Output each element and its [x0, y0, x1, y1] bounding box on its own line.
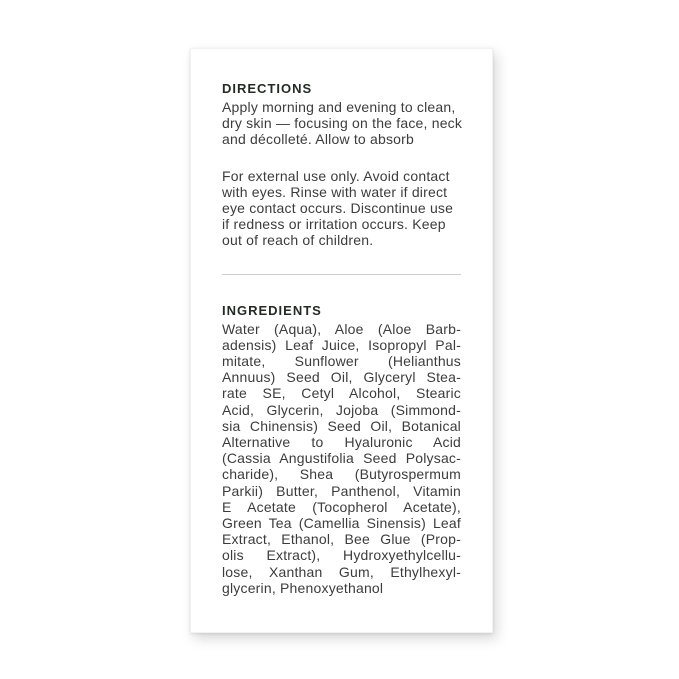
text-line: Acid, Glycerin, Jojoba (Simmond-	[222, 401, 461, 418]
text-line: olis Extract), Hydroxyethylcellu-	[222, 547, 461, 564]
text-line: (Cassia Angustifolia Seed Polysac-	[222, 450, 461, 467]
text-line: glycerin, Phenoxyethanol	[222, 579, 384, 596]
text-line: Annuus) Seed Oil, Glyceryl Stea-	[222, 369, 461, 386]
directions-paragraph-2	[222, 168, 461, 249]
text-line: Parkii) Butter, Panthenol, Vitamin	[222, 482, 461, 499]
text-line: Alternative to Hyaluronic Acid	[222, 434, 461, 451]
ingredients-heading: INGREDIENTS	[222, 302, 322, 318]
text-line: charide), Shea (Butyrospermum	[222, 466, 461, 483]
text-line: E Acetate (Tocopherol Acetate),	[222, 498, 461, 515]
text-line: Water (Aqua), Aloe (Aloe Barb-	[222, 320, 461, 337]
text-line: adensis) Leaf Juice, Isopropyl Pal-	[222, 336, 461, 353]
text-line: with eyes. Rinse with water if direct	[222, 183, 448, 200]
text-line: out of reach of children.	[222, 232, 374, 249]
text-line: Green Tea (Camellia Sinensis) Leaf	[222, 515, 461, 532]
ingredients-text	[222, 321, 461, 596]
text-line: Extract, Ethanol, Bee Glue (Prop-	[222, 531, 461, 548]
text-line: lose, Xanthan Gum, Ethylhexyl-	[222, 563, 461, 580]
section-divider	[222, 274, 461, 275]
directions-heading: DIRECTIONS	[222, 81, 313, 96]
text-line: eye contact occurs. Discontinue use	[222, 200, 454, 217]
text-line: rate SE, Cetyl Alcohol, Stearic	[222, 385, 461, 402]
directions-paragraph-1	[222, 99, 461, 148]
product-label-card	[190, 48, 493, 633]
text-line: dry skin — focusing on the face, neck	[222, 115, 463, 132]
text-line: Apply morning and evening to clean,	[222, 99, 456, 115]
text-line: For external use only. Avoid contact	[222, 167, 450, 184]
text-line: and décolleté. Allow to absorb	[222, 131, 415, 148]
text-line: mitate, Sunflower (Helianthus	[222, 353, 461, 370]
text-line: sia Chinensis) Seed Oil, Botanical	[222, 417, 461, 434]
text-line: if redness or irritation occurs. Keep	[222, 216, 446, 233]
